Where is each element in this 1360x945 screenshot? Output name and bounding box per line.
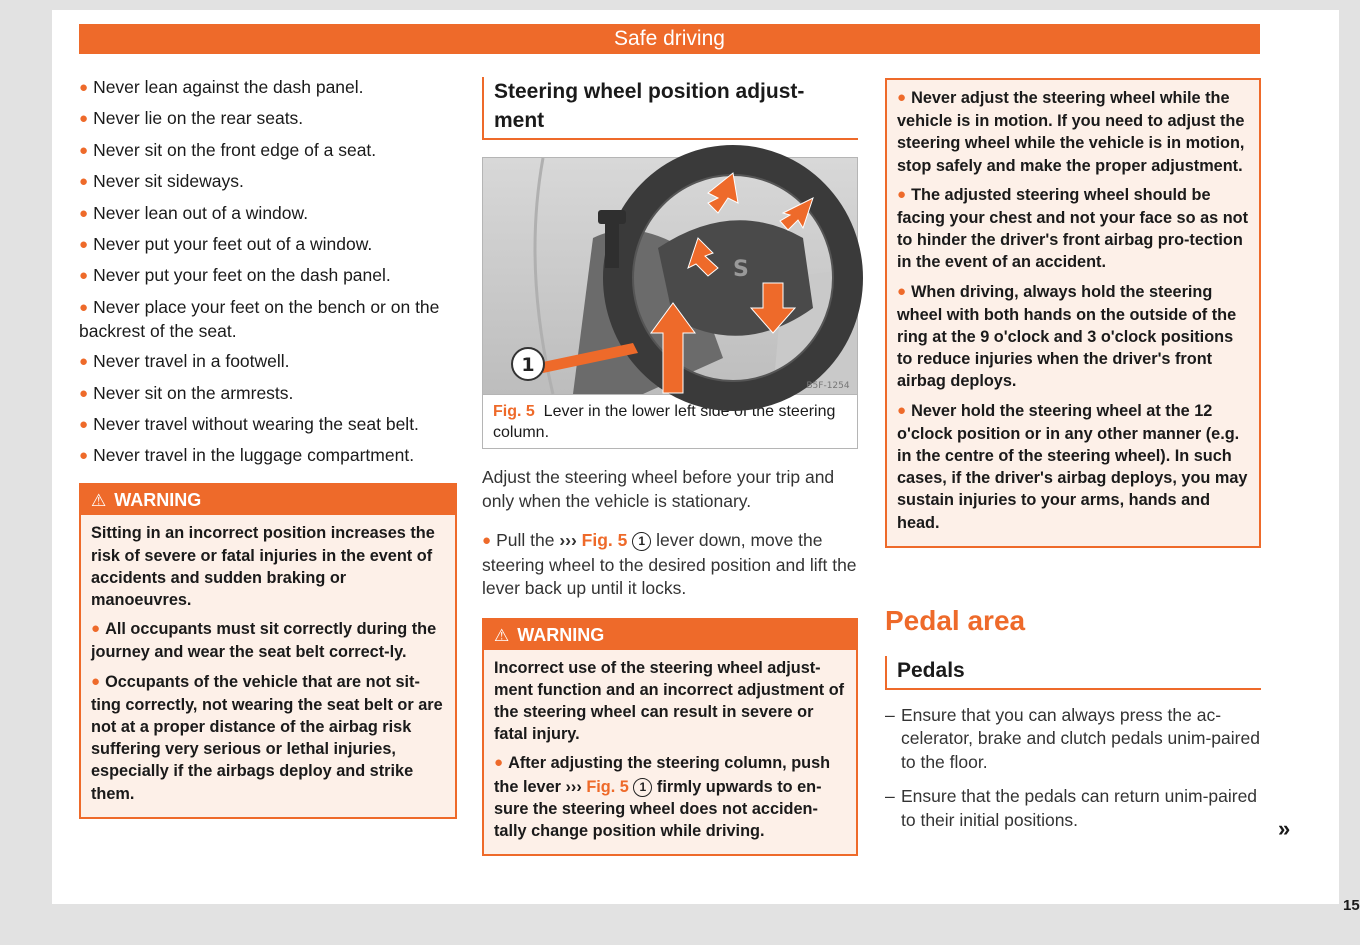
section-title-steering: Steering wheel position adjust- ment bbox=[482, 77, 858, 140]
continue-icon: » bbox=[1278, 816, 1291, 841]
warning-intro: Sitting in an incorrect position increases the risk of severe or fatal injuries in the event of accidents and sudden braking or manoeuvres. bbox=[91, 524, 435, 609]
list-item: ● Never lean against the dash panel. bbox=[79, 77, 364, 97]
bullet-icon: ● bbox=[897, 89, 907, 106]
warning-bullet: ● Occupants of the vehicle that are not sit-ting correctly, not wearing the seat belt or are not at a proper distance of the airbag risk suffering very serious or lethal injuries, especially if the airbags deploy and strike them. bbox=[91, 672, 443, 803]
figure-reference-link[interactable]: Fig. 5 bbox=[586, 777, 629, 796]
bullet-icon: ● bbox=[494, 754, 504, 772]
bullet-icon: ● bbox=[897, 185, 907, 203]
warning-box-continued bbox=[885, 78, 1261, 548]
warning-body bbox=[887, 80, 1259, 546]
figure-caption: Fig. 5 Lever in the lower left side of the steering column. bbox=[493, 403, 836, 441]
manual-page bbox=[52, 10, 1360, 914]
page-number: 15 bbox=[1343, 897, 1360, 914]
list-item: ● Never put your feet out of a window. bbox=[79, 233, 373, 254]
subsection-title-pedals: Pedals bbox=[885, 656, 1261, 690]
bullet-icon: ● bbox=[79, 204, 89, 222]
list-item: ● Never travel without wearing the seat belt. bbox=[79, 413, 419, 434]
page-header: Safe driving bbox=[79, 24, 1260, 54]
list-item: ● Never lean out of a window. bbox=[79, 202, 309, 223]
bullet-icon: ● bbox=[897, 401, 907, 419]
paragraph-adjust: Adjust the steering wheel before your trip and only when the vehicle is stationary. bbox=[482, 467, 835, 511]
warning-box-steering bbox=[482, 618, 858, 857]
list-item: ● Never sit sideways. bbox=[79, 171, 244, 192]
column-middle bbox=[482, 77, 858, 856]
section-title-pedal-area: Pedal area bbox=[885, 604, 1026, 636]
figure-5 bbox=[482, 157, 858, 449]
dash-icon: – bbox=[885, 704, 895, 725]
warning-bullet: ● All occupants must sit correctly during the journey and wear the seat belt correct-ly. bbox=[91, 620, 437, 662]
bullet-icon: ● bbox=[79, 141, 89, 159]
list-item: ● Never lie on the rear seats. bbox=[79, 108, 304, 129]
callout-number-icon: 1 bbox=[632, 532, 651, 551]
bullet-icon: ● bbox=[897, 282, 907, 300]
column-left bbox=[79, 76, 457, 819]
bullet-icon: ● bbox=[482, 532, 492, 549]
steering-wheel-illustration bbox=[483, 158, 857, 395]
bullet-icon: ● bbox=[91, 672, 101, 690]
bullet-icon: ● bbox=[79, 173, 89, 191]
list-item: ● Never sit on the armrests. bbox=[79, 382, 294, 403]
warning-intro: Incorrect use of the steering wheel adjust-ment function and an incorrect adjustment of the steering wheel can result in severe or fatal injury. bbox=[494, 658, 845, 744]
warning-bullet: ● The adjusted steering wheel should be facing your chest and not your face so as not to hinder the driver's front airbag pro-tection in the event of an accident. bbox=[897, 185, 1249, 272]
list-item: ● Never put your feet on the dash panel. bbox=[79, 265, 391, 286]
warning-box-seating bbox=[79, 483, 457, 818]
bullet-icon: ● bbox=[79, 110, 89, 128]
svg-text:S: S bbox=[733, 257, 749, 282]
warning-triangle-icon: ⚠ bbox=[91, 491, 107, 511]
warning-bullet: ● When driving, always hold the steering wheel with both hands on the outside of the ring at the 9 o'clock and 3 o'clock positions to reduce injuries when the driver's front airbag deploys. bbox=[897, 282, 1237, 391]
list-item: ● Never travel in a footwell. bbox=[79, 351, 290, 372]
warning-triangle-icon: ⚠ bbox=[494, 625, 510, 645]
bullet-icon: ● bbox=[79, 353, 89, 371]
warning-header: ⚠ WARNING bbox=[81, 485, 455, 515]
step-instruction: ● Pull the ››› Fig. 5 1 lever down, move the steering wheel to the desired position and lift the lever back up until it locks. bbox=[482, 530, 857, 598]
svg-text:B5F-1254: B5F-1254 bbox=[806, 381, 850, 391]
pedal-instructions bbox=[885, 704, 1261, 833]
bullet-icon: ● bbox=[79, 415, 89, 433]
svg-text:1: 1 bbox=[521, 354, 535, 376]
bullet-icon: ● bbox=[91, 620, 101, 638]
warning-bullet: ● Never adjust the steering wheel while the vehicle is in motion. If you need to adjust the steering wheel while the vehicle is in motion, stop safely and make the proper adjustment. bbox=[897, 89, 1245, 175]
warning-bullet: ● Never hold the steering wheel at the 12 o'clock position or in any other manner (e.g. in the centre of the steering wheel). In such cases, if the driver's airbag deploys, you may sustain injuries to your arms, hands and head. bbox=[897, 401, 1248, 532]
dash-icon: – bbox=[885, 786, 895, 807]
bullet-icon: ● bbox=[79, 79, 89, 96]
warning-body bbox=[484, 650, 856, 855]
callout-number-icon: 1 bbox=[633, 778, 652, 797]
bullet-icon: ● bbox=[79, 447, 89, 465]
column-right bbox=[885, 78, 1261, 843]
bullet-icon: ● bbox=[79, 267, 89, 285]
warning-header: ⚠ WARNING bbox=[484, 620, 856, 650]
list-item: ● Never place your feet on the bench or on the backrest of the seat. bbox=[79, 296, 440, 341]
bullet-icon: ● bbox=[79, 384, 89, 402]
list-item: – Ensure that the pedals can return unim-paired to their initial positions. bbox=[885, 786, 1258, 830]
figure-label: Fig. 5 bbox=[493, 403, 535, 420]
warning-body bbox=[81, 515, 455, 816]
list-item: ● Never sit on the front edge of a seat. bbox=[79, 139, 377, 160]
list-item: ● Never travel in the luggage compartment. bbox=[79, 445, 415, 466]
warning-bullet: ● After adjusting the steering column, push the lever ››› Fig. 5 1 firmly upwards to en-sure the steering wheel does not acciden-tally change position while driving. bbox=[494, 754, 831, 840]
bullet-icon: ● bbox=[79, 298, 89, 316]
bullet-icon: ● bbox=[79, 235, 89, 253]
figure-reference-link[interactable]: Fig. 5 bbox=[581, 530, 628, 550]
list-item: – Ensure that you can always press the ac-celerator, brake and clutch pedals unim-paired to the floor. bbox=[885, 704, 1260, 772]
steering-wheel-image-icon bbox=[483, 158, 857, 394]
